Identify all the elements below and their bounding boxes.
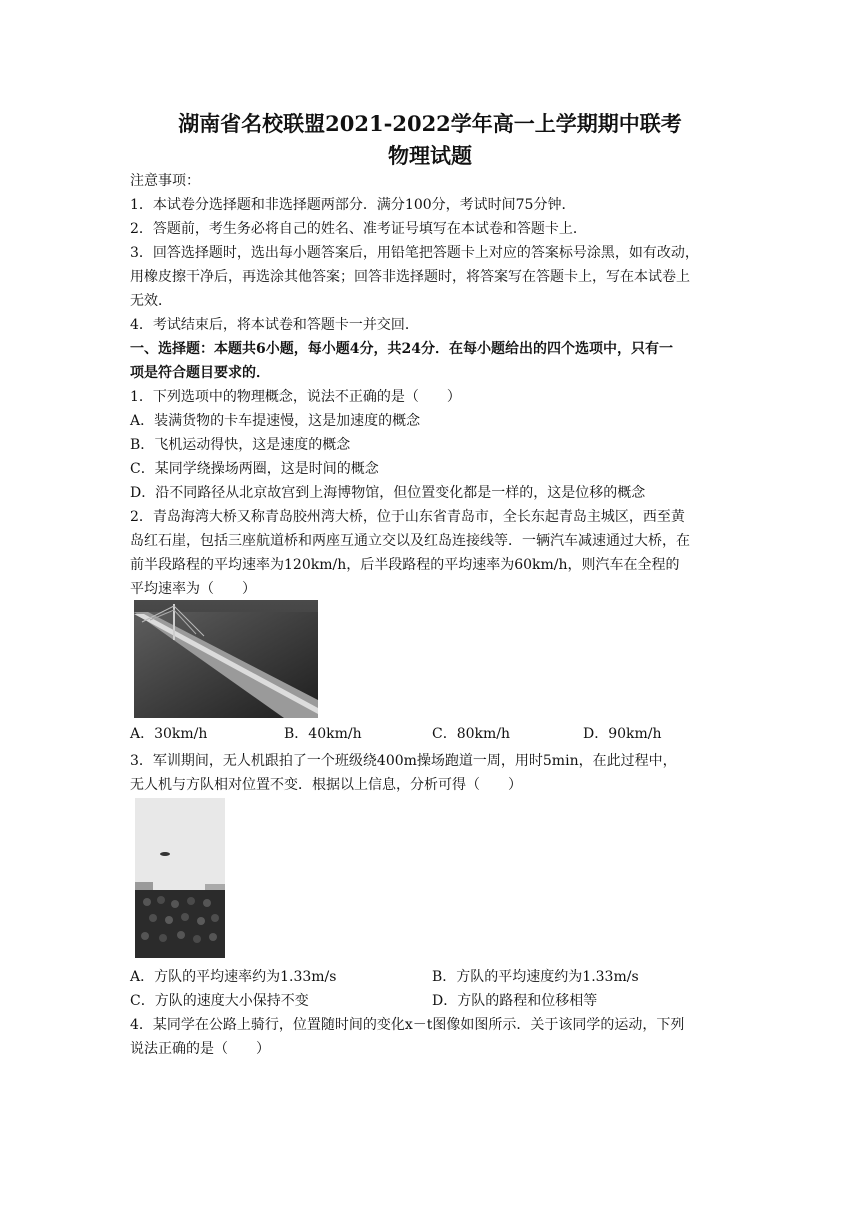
notice-item: 4．考试结束后，将本试卷和答题卡一并交回． bbox=[130, 317, 419, 333]
page-subtitle: 物理试题 bbox=[388, 143, 472, 168]
q3-option-b: B．方队的平均速度约为1.33m/s bbox=[432, 969, 639, 985]
notice-item: 1．本试卷分选择题和非选择题两部分．满分100分，考试时间75分钟． bbox=[130, 197, 576, 213]
q2-option-b: B．40km/h bbox=[284, 726, 362, 742]
q3-option-c: C．方队的速度大小保持不变 bbox=[130, 993, 309, 1009]
q3-stem-line: 3．军训期间，无人机跟拍了一个班级绕400m操场跑道一周，用时5min，在此过程中， bbox=[130, 753, 677, 769]
q2-stem-line: 平均速率为（ ） bbox=[130, 581, 256, 597]
notice-item: 2．答题前，考生务必将自己的姓名、准考证号填写在本试卷和答题卡上． bbox=[130, 221, 587, 237]
q2-option-a: A．30km/h bbox=[130, 726, 208, 742]
notice-item: 用橡皮擦干净后，再选涂其他答案；回答非选择题时，将答案写在答题卡上，写在本试卷上 bbox=[130, 269, 690, 285]
q1-stem: 1．下列选项中的物理概念，说法不正确的是（ ） bbox=[130, 389, 461, 405]
bridge-photo-svg bbox=[134, 600, 318, 718]
q1-option-d: D．沿不同路径从北京故宫到上海博物馆，但位置变化都是一样的，这是位移的概念 bbox=[130, 485, 646, 501]
q2-stem-line: 岛红石崖，包括三座航道桥和两座互通立交以及红岛连接线等．一辆汽车减速通过大桥，在 bbox=[130, 533, 690, 549]
q4-stem-line: 说法正确的是（ ） bbox=[130, 1041, 270, 1057]
q2-stem-line: 2．青岛海湾大桥又称青岛胶州湾大桥，位于山东省青岛市，全长东起青岛主城区，西至黄 bbox=[130, 509, 685, 525]
notice-item: 无效． bbox=[130, 293, 172, 309]
notice-item: 3．回答选择题时，选出每小题答案后，用铅笔把答题卡上对应的答案标号涂黑，如有改动， bbox=[130, 245, 699, 261]
q1-option-b: B．飞机运动得快，这是速度的概念 bbox=[130, 437, 351, 453]
q2-stem-line: 前半段路程的平均速率为120km/h，后半段路程的平均速率为60km/h，则汽车在全程的 bbox=[130, 557, 680, 573]
q2-option-c: C．80km/h bbox=[432, 726, 511, 742]
q4-stem-line: 4．某同学在公路上骑行，位置随时间的变化x－t图像如图所示．关于该同学的运动，下列 bbox=[130, 1017, 685, 1033]
section-heading-cont: 项是符合题目要求的． bbox=[130, 365, 270, 381]
q1-option-a: A．装满货物的卡车提速慢，这是加速度的概念 bbox=[130, 413, 421, 429]
section-heading: 一、选择题：本题共6小题，每小题4分，共24分．在每小题给出的四个选项中，只有一 bbox=[130, 341, 673, 357]
q3-option-d: D．方队的路程和位移相等 bbox=[432, 993, 598, 1009]
q3-option-a: A．方队的平均速率约为1.33m/s bbox=[130, 969, 337, 985]
notice-heading: 注意事项： bbox=[130, 173, 200, 189]
page-title: 湖南省名校联盟2021-2022学年高一上学期期中联考 bbox=[178, 111, 682, 136]
drone-photo bbox=[135, 798, 225, 958]
q1-option-c: C．某同学绕操场两圈，这是时间的概念 bbox=[130, 461, 379, 477]
bridge-photo bbox=[134, 600, 318, 718]
drone-photo-svg bbox=[135, 798, 225, 958]
q2-option-d: D．90km/h bbox=[583, 726, 662, 742]
q3-stem-line: 无人机与方队相对位置不变．根据以上信息，分析可得（ ） bbox=[130, 777, 522, 793]
